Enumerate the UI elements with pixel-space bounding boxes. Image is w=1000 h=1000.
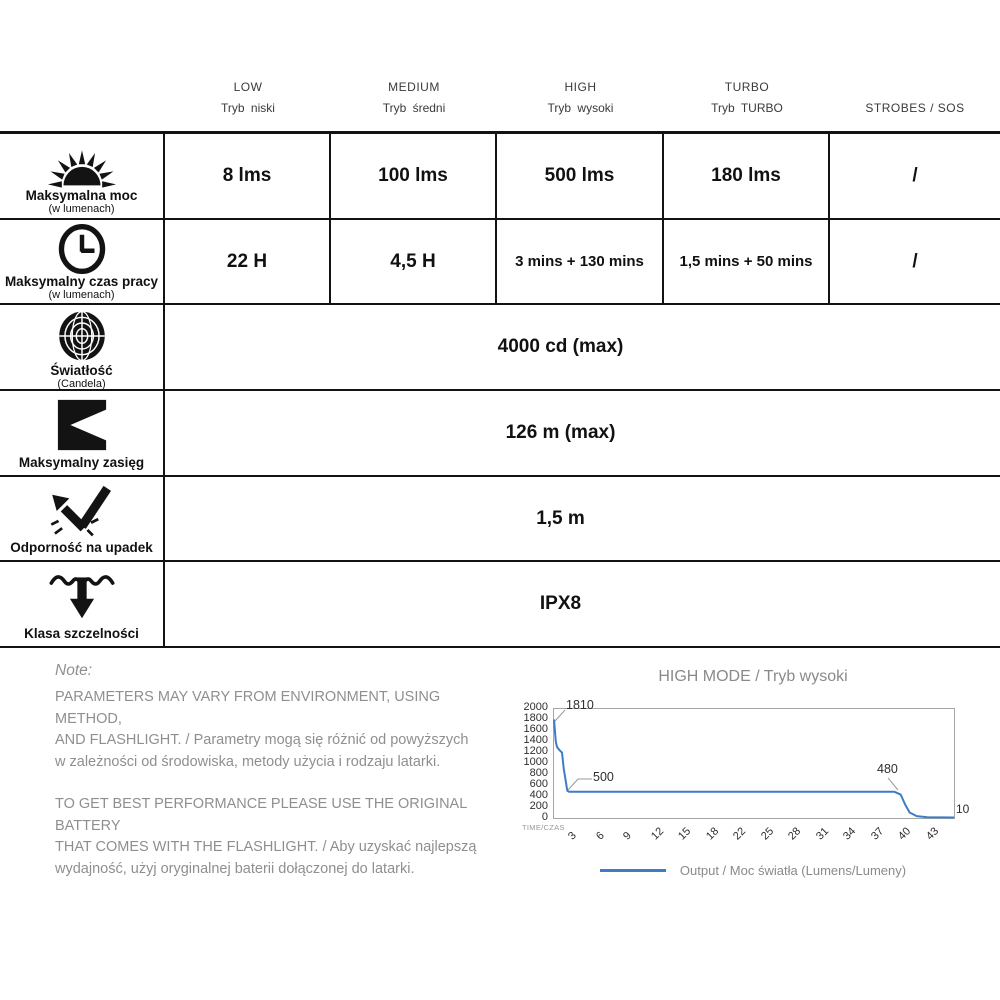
cell-value: / (912, 250, 918, 272)
cell-candela-merged (165, 305, 1000, 389)
row-sublabel: (Candela) (57, 378, 106, 391)
column-header-label: MEDIUM (388, 80, 440, 94)
y-tick-label: 1000 (523, 756, 548, 768)
chart-legend (553, 863, 953, 878)
y-tick-label: 1400 (523, 734, 548, 746)
y-tick-label: 800 (529, 767, 548, 779)
y-tick-label: 0 (541, 811, 548, 823)
row-label: Maksymalny czas pracy (4, 273, 159, 289)
row-sublabel: (w lumenach) (48, 203, 115, 215)
table-row-waterproof (0, 562, 1000, 648)
chart-title: HIGH MODE / Tryb wysoki (658, 668, 848, 685)
column-header-label: LOW (233, 80, 263, 94)
x-tick-label: 28 (786, 825, 804, 843)
column-header-sublabel: Tryb niski (221, 101, 275, 115)
x-tick-label: 3 (566, 829, 579, 843)
cell-runtime-low (165, 220, 331, 304)
note-line: wydajność, użyj oryginalnej baterii dołączonej do latarki. (55, 860, 415, 877)
legend-line-swatch (600, 869, 666, 872)
y-axis-ticks (496, 702, 548, 823)
sun-icon (45, 138, 119, 188)
cell-value: 3 mins + 130 mins (515, 253, 644, 270)
annotation-plateau: 500 (593, 770, 614, 784)
column-header-label: STROBES / SOS (865, 101, 965, 115)
column-header-label: TURBO (724, 80, 770, 94)
row-header-waterproof (0, 562, 165, 646)
candela-icon (56, 309, 108, 363)
cell-max-output-turbo (664, 134, 830, 218)
cell-value: 1,5 m (536, 507, 585, 529)
column-header-sublabel: Tryb TURBO (711, 101, 783, 115)
cell-value: 4000 cd (max) (497, 336, 624, 358)
note-line: w zależności od środowiska, metody użycia i rodzaju latarki. (55, 753, 441, 770)
x-tick-label: 43 (923, 825, 941, 843)
cell-runtime-strobes (830, 220, 1000, 304)
cell-max-output-low (165, 134, 331, 218)
cell-value: IPX8 (539, 593, 582, 615)
row-label: Maksymalna moc (25, 188, 138, 203)
cell-value: 1,5 mins + 50 mins (679, 253, 813, 270)
cell-max-output-strobes (830, 134, 1000, 218)
y-tick-label: 200 (529, 800, 548, 812)
column-header-medium (331, 80, 497, 124)
cell-waterproof-merged (165, 562, 1000, 646)
x-axis-label: TIME/CZAS (522, 823, 565, 832)
column-header-sublabel: Tryb wysoki (547, 101, 614, 115)
waterproof-icon (45, 566, 119, 626)
y-tick-label: 600 (529, 778, 548, 790)
x-tick-label: 18 (703, 825, 721, 843)
cell-max-output-high (497, 134, 664, 218)
cell-value: 100 lms (378, 164, 448, 186)
column-header-high (497, 80, 664, 124)
x-tick-label: 37 (868, 825, 886, 843)
row-label: Klasa szczelności (24, 626, 139, 642)
note-block (55, 662, 495, 880)
annotation-end: 10 (956, 802, 970, 816)
cell-beam-distance-merged (165, 391, 1000, 475)
cell-value: 500 lms (544, 164, 615, 186)
x-tick-label: 12 (648, 825, 666, 843)
x-tick-label: 31 (813, 825, 831, 843)
cell-value: 8 lms (222, 164, 272, 186)
cell-value: 126 m (max) (505, 421, 616, 443)
annotation-before-drop: 480 (877, 762, 898, 776)
x-tick-label: 34 (841, 825, 859, 843)
row-header-candela (0, 305, 165, 389)
row-label: Odporność na upadek (10, 540, 153, 556)
note-line: PARAMETERS MAY VARY FROM ENVIRONMENT, USING METHOD, (55, 689, 441, 727)
annotation-peak: 1810 (566, 698, 594, 712)
table-row-max-output (0, 134, 1000, 220)
row-sublabel: (w lumenach) (48, 288, 115, 301)
y-tick-label: 2000 (523, 701, 548, 713)
column-header-strobes-sos (830, 80, 1000, 124)
column-header-low (165, 80, 331, 124)
cell-runtime-turbo (664, 220, 830, 304)
x-tick-label: 9 (621, 829, 634, 843)
cell-runtime-high (497, 220, 664, 304)
cell-value: / (912, 164, 918, 186)
column-header-label: HIGH (564, 80, 597, 94)
table-row-impact-resistance (0, 477, 1000, 563)
x-tick-label: 6 (593, 829, 607, 843)
cell-value: 22 H (226, 250, 268, 272)
column-header-turbo (664, 80, 830, 124)
note-line: TO GET BEST PERFORMANCE PLEASE USE THE ORIGINAL BATTERY (55, 796, 467, 834)
note-line: AND FLASHLIGHT. / Parametry mogą się różnić od powyższych (55, 732, 469, 748)
note-line: THAT COMES WITH THE FLASHLIGHT. / Aby uzyskać najlepszą (55, 839, 477, 855)
table-row-candela (0, 305, 1000, 391)
x-tick-label: 25 (758, 825, 776, 843)
y-tick-label: 1200 (523, 745, 548, 757)
cell-impact-resistance-merged (165, 477, 1000, 561)
y-tick-label: 400 (529, 789, 548, 801)
clock-icon (57, 224, 107, 274)
row-header-beam-distance (0, 391, 165, 475)
row-header-max-runtime (0, 220, 165, 304)
cell-value: 180 lms (711, 164, 781, 186)
table-row-max-runtime (0, 220, 1000, 306)
legend-label: Output / Moc światła (Lumens/Lumeny) (679, 863, 907, 878)
beam-distance-icon (51, 395, 113, 455)
row-header-impact-resistance (0, 477, 165, 561)
x-tick-label: 40 (896, 825, 914, 843)
x-tick-label: 15 (676, 825, 694, 843)
row-header-max-output (0, 134, 165, 218)
cell-value: 4,5 H (390, 250, 436, 272)
column-header-sublabel: Tryb średni (382, 101, 446, 115)
y-tick-label: 1800 (523, 712, 548, 724)
row-label: Światłość (50, 363, 113, 379)
spec-table (0, 131, 1000, 648)
table-row-beam-distance (0, 391, 1000, 477)
x-tick-label: 22 (731, 825, 749, 843)
row-label: Maksymalny zasięg (18, 454, 145, 470)
note-heading: Note: (55, 662, 93, 679)
impact-resistance-icon (42, 481, 122, 541)
y-tick-label: 1600 (523, 723, 548, 735)
x-axis-ticks (553, 824, 953, 850)
cell-max-output-medium (331, 134, 497, 218)
cell-runtime-medium (331, 220, 497, 304)
